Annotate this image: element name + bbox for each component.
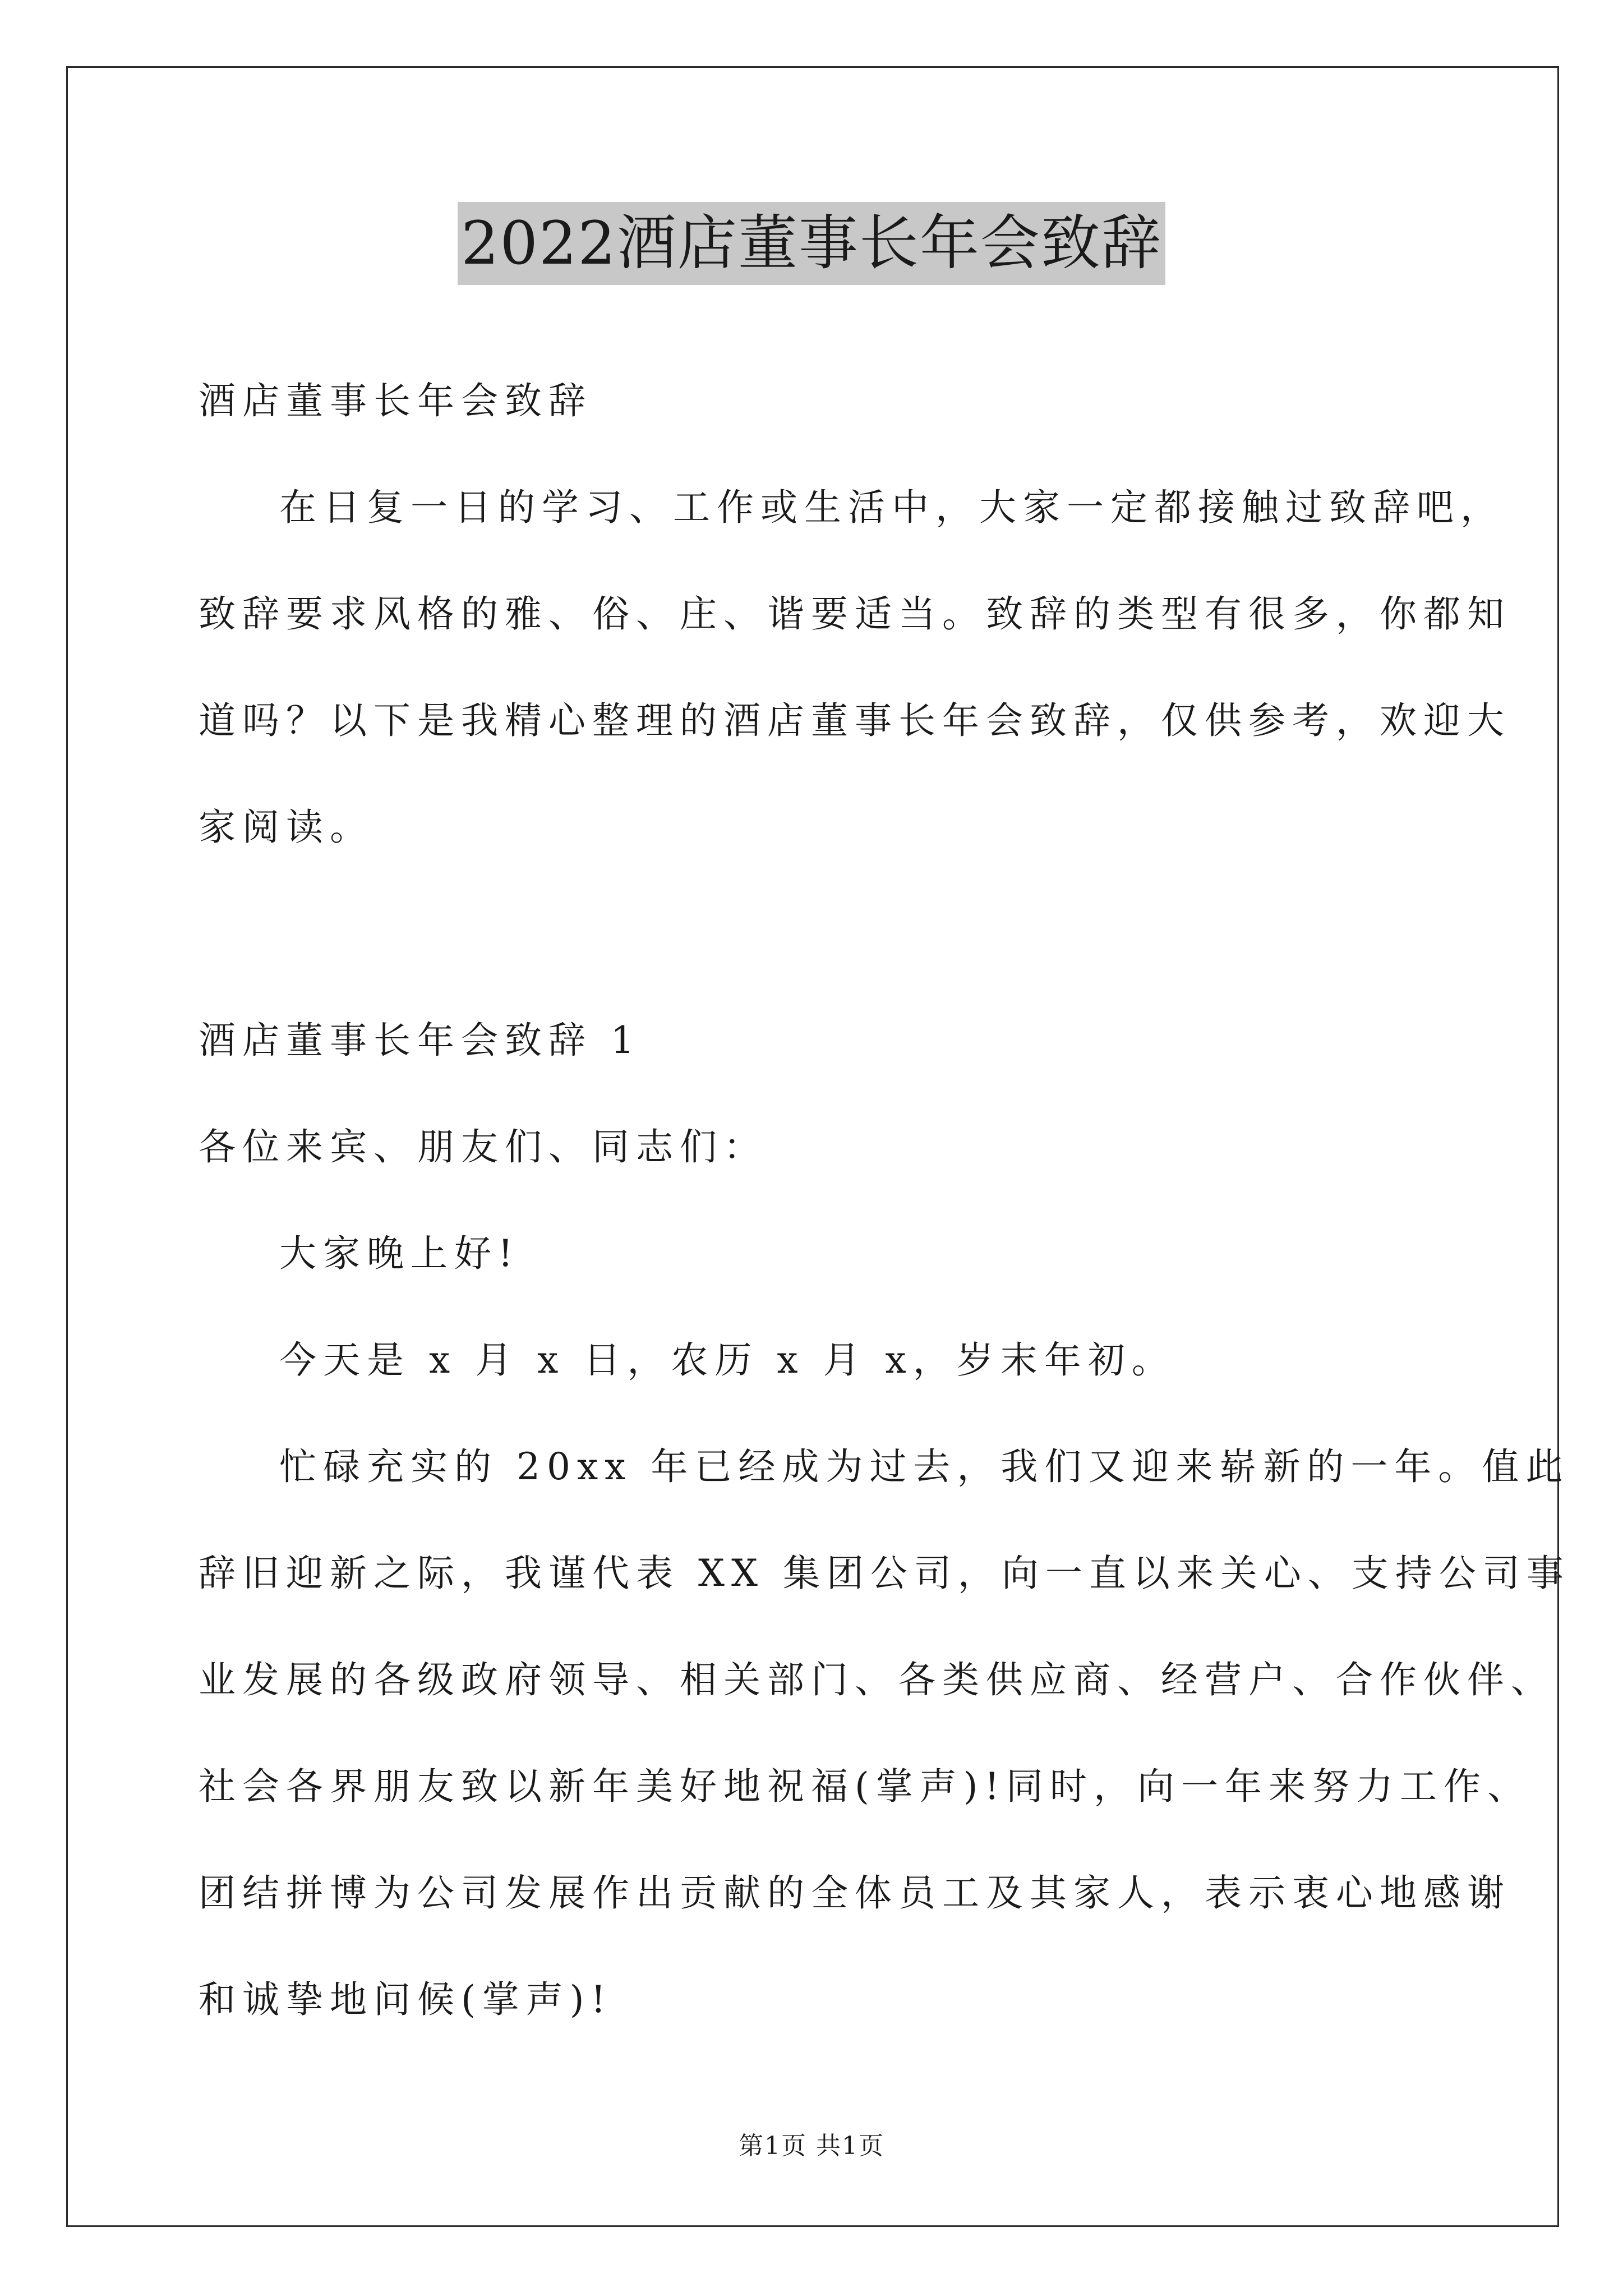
intro-paragraph-line-4: 家阅读。 — [199, 806, 374, 849]
body-paragraph-line-6: 和诚挚地问候(掌声)! — [199, 1978, 613, 2021]
body-paragraph-line-3: 业发展的各级政府领导、相关部门、各类供应商、经营户、合作伙伴、 — [199, 1658, 1555, 1701]
page-footer: 第1页 共1页 — [739, 2132, 884, 2160]
intro-heading: 酒店董事长年会致辞 — [199, 379, 592, 422]
intro-paragraph-line-1: 在日复一日的学习、工作或生活中，大家一定都接触过致辞吧， — [279, 486, 1504, 529]
intro-paragraph-line-2: 致辞要求风格的雅、俗、庄、谐要适当。致辞的类型有很多，你都知 — [199, 592, 1511, 636]
salutation: 各位来宾、朋友们、同志们： — [199, 1125, 767, 1168]
date-line: 今天是 x 月 x 日，农历 x 月 x，岁末年初。 — [279, 1338, 1175, 1382]
body-paragraph-line-5: 团结拼博为公司发展作出贡献的全体员工及其家人，表示衷心地感谢 — [199, 1871, 1511, 1915]
intro-paragraph-line-3: 道吗？以下是我精心整理的酒店董事长年会致辞，仅供参考，欢迎大 — [199, 699, 1511, 742]
title-container — [0, 202, 1623, 285]
section-heading: 酒店董事长年会致辞 1 — [199, 1019, 641, 1062]
body-paragraph-line-4: 社会各界朋友致以新年美好地祝福(掌声)!同时，向一年来努力工作、 — [199, 1765, 1532, 1808]
document-body — [199, 348, 1570, 2053]
section-gap — [199, 881, 1466, 987]
body-paragraph-line-2: 辞旧迎新之际，我谨代表 XX 集团公司，向一直以来关心、支持公司事 — [199, 1552, 1570, 1595]
greeting: 大家晚上好! — [279, 1232, 520, 1275]
document-title: 2022酒店董事长年会致辞 — [458, 202, 1165, 285]
body-paragraph-line-1: 忙碌充实的 20xx 年已经成为过去，我们又迎来崭新的一年。值此 — [279, 1445, 1570, 1488]
